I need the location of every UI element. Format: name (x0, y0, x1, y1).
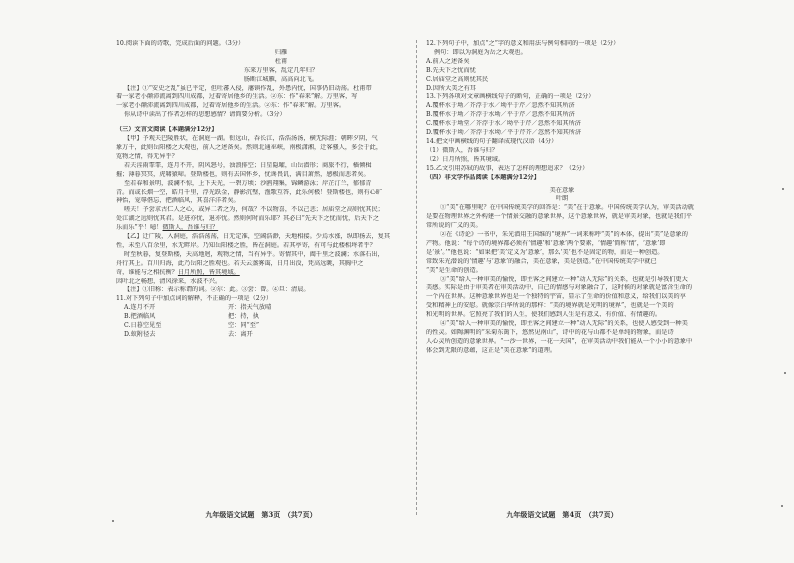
q11-option-b: B.把酒临风 把：持，执 (124, 313, 259, 321)
passage-jia-line: 若夫淫雨霏霏，连月不开，阴风怒号，浊浪排空；日星隐曜，山岳潜形；商旅不行，樯倾楫 (124, 161, 372, 169)
q10-intro: 10.阅读下面的诗歌，完成后面的问题。（3分） (116, 40, 245, 47)
passage-jia-line: 至若春和景明，波澜不惊，上下天光，一碧万顷；沙鸥翔集，锦鳞游泳；岸芷汀兰，郁郁青 (124, 179, 372, 187)
poem-author: 杜甫 (274, 57, 288, 65)
poem-title: 归雁 (274, 48, 288, 56)
q12-example: 例句：即以为洞庭为岳之大观也。 (434, 48, 527, 56)
section-4-title: （四）非文学作品阅读【本题满分12分】 (426, 173, 540, 181)
q12-option-b: B.先天下之忧而忧 (426, 66, 476, 74)
q13-question: 13.下列各项对文章画横线句子的断句，正确的一项是（2分） (426, 93, 595, 101)
essay-paragraph-line: 受和精神上的安慰。就像宗白华所说的那样：“美的境界就是光明的境界”，也就是一个美的 (426, 302, 674, 310)
q10-question: 你从诗中读出了作者怎样的思想感情？请简要分析。（3分） (124, 111, 286, 119)
scan-speck (782, 188, 784, 190)
poem-note-line: 一家老小颠沛流离到四川成都，过着寄居他乡的生活。②东：作“春来”解。万里客。 (116, 102, 346, 110)
essay-paragraph-line: “美”是生命的创造。 (426, 266, 482, 274)
essay-paragraph-line: ③“美”给人一种审美的愉悦，即主客之间建立一种“动人无际”的关系，也就是引导我们更大 (440, 275, 688, 283)
q12-option-c: C.居庙堂之高则忧其民 (426, 75, 489, 83)
passage-jia-line: 【甲】予观夫巴陵胜状，在洞庭一湖。衔远山，吞长江，浩浩汤汤，横无际涯；朝晖夕阴，气 (124, 135, 378, 143)
passage-jia-line: 神怡，宠辱偕忘，把酒临风，其喜洋洋者矣。 (116, 197, 240, 205)
q11-option-a: A.连月不开 开：指天气放晴 (124, 304, 272, 312)
essay-paragraph-line: 的性灵。如陶渊明的“采菊东篱下，悠然见南山”，诗中的花与山都不是单纯的物象，而是诗 (426, 329, 674, 336)
essay-paragraph-line: 体会到无限的意蕴，这正是“美在意象”的道理。 (426, 346, 557, 354)
q13-option-c: C.覆杯水于坳堂／芥浮于水／坳平于芹／忽然不知其所济 (426, 120, 581, 128)
q12-option-d: D.因所大美之有耳 (426, 84, 477, 92)
essay-paragraph-line: ①“美”在哪里呢？在中国传统美学的回答是：“美”在于意象。中国传统美学认为，审美活动就 (440, 204, 694, 212)
poem-note-line: 【注】①“安史之乱”虽已平定，但吐蕃入侵，藩镇作乱，外患内忧，国事仍旧动荡。杜甫带 (124, 84, 372, 92)
passage-yi-line (116, 269, 406, 278)
essay-paragraph-line: 常所说的广义的美。 (426, 222, 482, 230)
essay-paragraph-line: 一个内在世界。这种意象世界也是一个独特的宇宙，显示了生命的价值和意义，给我们以美的享 (426, 293, 686, 301)
essay-paragraph-line: 是‘景’。’”他也说：“如果把‘美’定义为‘意象’，那么‘美’也不是固定的物，而是一种创造。 (426, 248, 664, 256)
q14-part-2: （2）日月所照，皆其境域。 (426, 155, 505, 163)
q11-question: 11.对下列句子中加点词的解释，不正确的一项是（2分） (116, 295, 273, 303)
passage-jia-line: 摧；薄暮冥冥，虎啸猿啼。登斯楼也，则有去国怀乡，忧谗畏讥，满目萧然，感极而悲者矣。 (116, 170, 370, 178)
essay-paragraph-line: ②在《诗论》一书中，朱光潜用王国维的“境界”一词来称呼“美”的本体，提出“美”是意象的 (440, 231, 688, 239)
essay-author: 叶朗 (555, 195, 569, 203)
q12-option-a: A.前人之述备矣 (426, 57, 470, 65)
passage-yi-line: 时至秋暮，复登斯楼，天高地迥，观物之情，当有异乎。寄情其中，阖千里之波澜；水落石出， (124, 250, 384, 258)
q15-question: 15.乙文引用苏轼的故事，表达了怎样的理想追求？（2分） (426, 164, 589, 172)
essay-paragraph-line: 和光明的世界。它照亮了我们的人生，使我们感到人生是有意义、有价值、有情趣的。 (426, 311, 662, 319)
passage-jia-line: 处江湖之远则忧其君。是进亦忧，退亦忧。然则何时而乐耶？其必曰“先天下之忧而忧，后天下之 (116, 215, 380, 223)
scan-speck (112, 520, 114, 522)
passage-yi-line: 因叶北之畅想，清风徐来，水波不兴。 (116, 277, 222, 285)
q11-option-c: C.日暮空见至 空：同“至” (124, 322, 260, 330)
q13-option-b: B.覆杯水于坳／芥浮于水坳／平于芹／忽然不知其所济 (426, 111, 575, 119)
essay-paragraph-line: 是要在物理世界之外构建一个情景交融的意象世界，这个意象世界，就是审美对象，也就是我们平 (426, 213, 693, 221)
q14-question: 14.把文中画横线的句子翻译成现代汉语（4分） (426, 137, 558, 145)
q13-option-d: D.覆杯水于坳／芥浮于水坳／平于芹芥／忽然不知其所济 (426, 129, 582, 137)
passage-text: 奇，谁能与之相抗衡？ (116, 268, 178, 276)
exam-page-3 (116, 40, 406, 520)
essay-paragraph-line: 产物。他说：“每个诗的境界都必须有‘情趣’和‘意象’两个要素，‘情趣’简称‘情’，‘意象’即 (426, 239, 666, 247)
q12-question: 12.下列句子中，加点“之”字的意义和用法与例句相同的一项是（2分） (426, 40, 620, 47)
section-3-title: （三）文言文阅读【本题满分12分】 (116, 126, 218, 134)
q11-option-d: D.蚁附径去 去：离开 (124, 331, 253, 338)
scan-speck (781, 505, 783, 507)
underlined-sentence-2: 日月所照，皆其境域。 (177, 268, 240, 276)
essay-paragraph-line: 常致朱光潜说的‘情趣’与‘意象’的融合，美在意象，美是创造。”在中国传统美学中就已 (426, 257, 657, 265)
passage-text: 乐而乐”乎！噫！ (116, 224, 163, 232)
q14-part-1: （1）微斯人，吾谁与归？ (426, 146, 498, 154)
q13-option-a: A.覆杯水于坳／芥浮于水／坳平于芹／忽然不知其所济 (426, 102, 575, 110)
poem-line-2: 肠断江城雁，高高向北飞。 (243, 75, 319, 83)
passage-note: 【注】①旧称：表示称谓的词。②尔：此。③尝：曾。④旦：清晨。 (124, 286, 310, 294)
passage-jia-line (116, 224, 406, 233)
underlined-sentence-1: 微斯人，吾谁与归？ (162, 224, 219, 232)
exam-page-4 (426, 40, 698, 520)
passage-yi-line: 舟行其上。百川归海，此乃岳阳之胜观也。若夫云蒸雾霭，日月出没，凭高远眺，其胸中之 (116, 259, 364, 267)
page-3-footer: 九年级语文试题 第3页 （共7页） (205, 510, 317, 520)
passage-yi-line: 【乙】迁广陵，入洞庭，浩浩荡荡，日无定准，空阔浩渺，天地相接。少焉水涨，纵即扬去，复其 (124, 233, 391, 241)
poem-line-1: 东来万里客，乱定几年归？ (243, 66, 319, 74)
essay-title: 美在意象 (549, 186, 575, 194)
passage-jia-line: 青。而或长烟一空，皓月千里，浮光跃金，静影沉璧，渔歌互答，此乐何极！登斯楼也，则有心旷 (116, 188, 383, 196)
essay-paragraph-line: ④“美”给人一种审美的愉悦，即主客之间建立一种“动人无际”的关系，也使人感受到一种美 (440, 320, 688, 328)
poem-note-line: 着一家老小颠沛流离到四川成都，过着寄居他乡的生活。②东：作“春来”解。万里客，写 (116, 93, 358, 101)
passage-yi-line: 性，未至八百余里，水无畔岸。乃知岳阳楼之胜，皆在洞庭。若其亭寄，有可与此楼相埒者乎？ (116, 241, 376, 249)
page-divider (416, 40, 417, 515)
passage-jia-line: 览物之情，得无异乎？ (116, 152, 178, 160)
passage-jia-line: 象万千，此则岳阳楼之大观也，前人之述备矣。然则北通巫峡，南极潇湘，迁客骚人，多会于此， (116, 143, 383, 151)
scan-speck (784, 372, 786, 374)
essay-paragraph-line: 美感。实际是由于审美者在审美活动中，自己的情感与对象融合了，这时候的对象就是富含生命的 (426, 284, 693, 292)
page-4-footer: 九年级语文试题 第4页 （共7页） (506, 510, 618, 520)
passage-jia-line: 嗟夫！予尝求古仁人之心，或异二者之为，何哉？不以物喜，不以己悲；居庙堂之高则忧其民； (124, 206, 384, 214)
essay-paragraph-line: 人心灵所创造的意象世界。“一沙一世界，一花一天国”，在审美活动中我们能从一个小小的意象中 (426, 337, 693, 345)
